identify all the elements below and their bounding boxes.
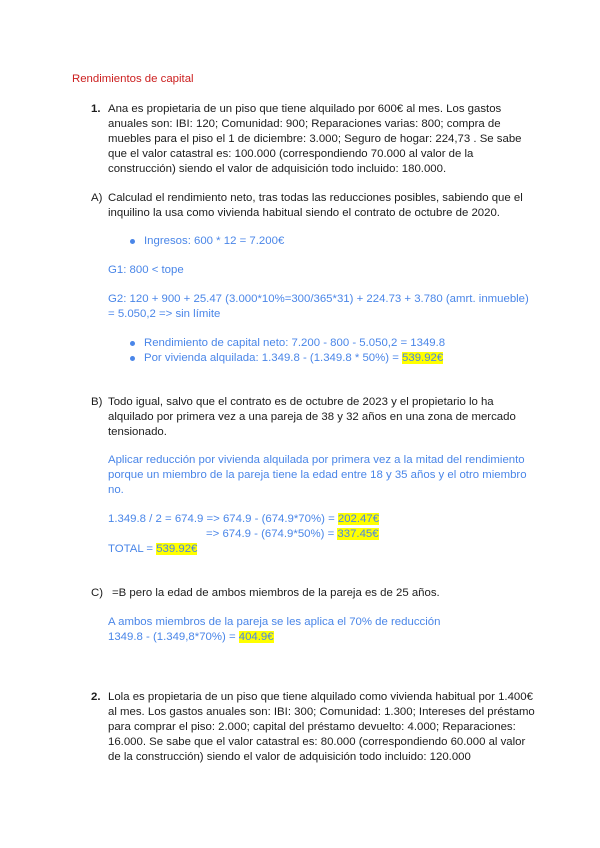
ingresos-line: Ingresos: 600 * 12 = 7.200€ [144, 235, 285, 247]
part-b-calc-1-text: 1.349.8 / 2 = 674.9 => 674.9 - (674.9*70%) = [108, 513, 338, 525]
page-title: Rendimientos de capital [72, 73, 194, 85]
question-2-line: al mes. Los gastos anuales son: IBI: 300; Comunidad: 1.300; Intereses del préstamo [108, 706, 535, 718]
g2-line-result: = 5.050,2 => sin límite [108, 308, 221, 320]
question-2-line: de la construcción) siendo el valor de adquisición todo incluido: 120.000 [108, 751, 471, 763]
part-b-total-result: 539.92€ [156, 543, 198, 555]
vivienda-alquilada-result: 539.92€ [402, 352, 444, 364]
part-b-line: Todo igual, salvo que el contrato es de octubre de 2023 y el propietario lo ha [108, 396, 494, 408]
question-1-line: construcción) siendo el valor de adquisición todo incluido: 180.000. [108, 163, 447, 175]
part-a-line: inquilino la usa como vivienda habitual siendo el contrato de octubre de 2020. [108, 207, 500, 219]
question-1-line: que el valor catastral es: 100.000 (correspondiendo 70.000 al valor de la [108, 148, 474, 160]
bullet-icon [130, 341, 135, 346]
bullet-icon [130, 356, 135, 361]
g1-line: G1: 800 < tope [108, 264, 184, 276]
question-2-line: 16.000. Se sabe que el valor catastral es: 80.000 (correspondiendo 60.000 al valor [108, 736, 526, 748]
g2-line: G2: 120 + 900 + 25.47 (3.000*10%=300/365*31) + 224.73 + 3.780 (amrt. inmueble) [108, 293, 529, 305]
bullet-icon [130, 239, 135, 244]
part-c-calc [108, 629, 274, 645]
part-b-calc-2 [206, 526, 379, 542]
part-b-line: tensionado. [108, 426, 167, 438]
part-b-calc-2-text: => 674.9 - (674.9*50%) = [206, 528, 338, 540]
part-a-line: Calculad el rendimiento neto, tras todas las reducciones posibles, sabiendo que el [108, 192, 523, 204]
part-b-line: alquilado por primera vez a una pareja de 38 y 32 años en una zona de mercado [108, 411, 516, 423]
part-c-line: =B pero la edad de ambos miembros de la pareja es de 25 años. [112, 587, 440, 599]
rendimiento-neto-line: Rendimiento de capital neto: 7.200 - 800 - 5.050,2 = 1349.8 [144, 337, 446, 349]
part-b-explanation: porque un miembro de la pareja tiene la edad entre 18 y 35 años y el otro miembro [108, 469, 527, 481]
part-b-calc-1 [108, 511, 379, 527]
part-b-total [108, 541, 197, 557]
part-c-explanation: A ambos miembros de la pareja se les aplica el 70% de reducción [108, 616, 441, 628]
question-1-line: muebles para el piso el 1 de diciembre: 3.000; Seguro de hogar: 224,73 . Se sabe [108, 133, 522, 145]
part-c-calc-text: 1349.8 - (1.349,8*70%) = [108, 631, 239, 643]
part-b-explanation: Aplicar reducción por vivienda alquilada por primera vez a la mitad del rendimiento [108, 454, 525, 466]
question-2-number: 2. [91, 691, 101, 703]
part-b-calc-1-result: 202.47€ [337, 513, 380, 525]
part-c-label: C) [91, 587, 104, 599]
part-b-label: B) [91, 396, 103, 408]
vivienda-alquilada-line [144, 350, 443, 366]
part-b-total-text: TOTAL = [108, 543, 157, 555]
question-1-line: Ana es propietaria de un piso que tiene alquilado por 600€ al mes. Los gastos [108, 103, 502, 115]
part-c-calc-result: 404.9€ [238, 631, 274, 643]
part-b-calc-2-result: 337.45€ [337, 528, 379, 540]
question-1-line: anuales son: IBI: 120; Comunidad: 900; Reparaciones varias: 800; compra de [108, 118, 501, 130]
question-2-line: Lola es propietaria de un piso que tiene alquilado como vivienda habitual por 1.400€ [108, 691, 533, 703]
part-a-label: A) [91, 192, 103, 204]
part-b-explanation: no. [108, 484, 124, 496]
question-1-number: 1. [91, 103, 101, 115]
vivienda-alquilada-text: Por vivienda alquilada: 1.349.8 - (1.349.8 * 50%) = [144, 352, 403, 364]
question-2-line: para comprar el piso: 2.000; capital del préstamo devuelto: 4.000; Reparaciones: [108, 721, 516, 733]
